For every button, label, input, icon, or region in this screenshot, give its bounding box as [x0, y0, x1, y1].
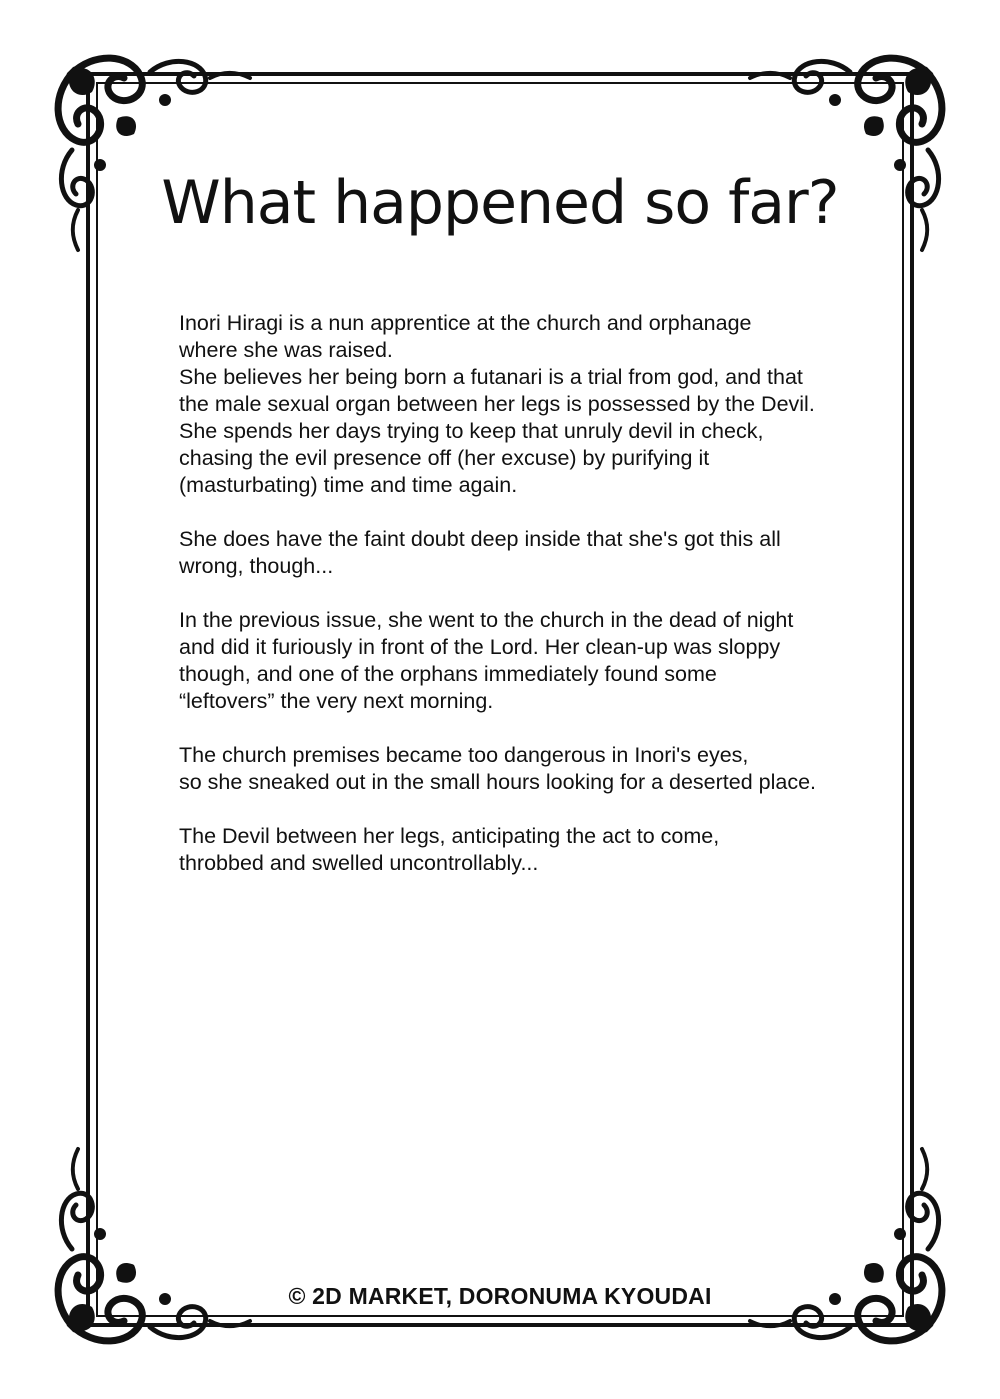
story-line: In the previous issue, she went to the church in the dead of night: [179, 608, 794, 632]
story-line: so she sneaked out in the small hours looking for a deserted place.: [179, 770, 817, 794]
story-line: throbbed and swelled uncontrollably...: [179, 851, 539, 875]
story-summary: [179, 310, 839, 904]
story-line: chasing the evil presence off (her excuse) by purifying it: [179, 446, 710, 470]
story-paragraph: [179, 823, 839, 877]
story-line: the male sexual organ between her legs is possessed by the Devil.: [179, 392, 815, 416]
story-line: (masturbating) time and time again.: [179, 473, 518, 497]
story-line: where she was raised.: [179, 338, 393, 362]
page-title: What happened so far?: [161, 168, 839, 238]
story-line: The church premises became too dangerous in Inori's eyes,: [179, 743, 749, 767]
story-line: and did it furiously in front of the Lord. Her clean-up was sloppy: [179, 635, 781, 659]
copyright-notice: © 2D MARKET, DORONUMA KYOUDAI: [288, 1283, 712, 1309]
story-line: wrong, though...: [179, 554, 334, 578]
story-line: Inori Hiragi is a nun apprentice at the church and orphanage: [179, 311, 752, 335]
story-paragraph: [179, 742, 839, 796]
story-paragraph: [179, 310, 839, 499]
story-paragraph: [179, 607, 839, 715]
story-line: though, and one of the orphans immediately found some: [179, 662, 717, 686]
story-line: She spends her days trying to keep that unruly devil in check,: [179, 419, 764, 443]
story-line: “leftovers” the very next morning.: [179, 689, 494, 713]
story-line: She does have the faint doubt deep inside that she's got this all: [179, 527, 781, 551]
story-line: The Devil between her legs, anticipating the act to come,: [179, 824, 720, 848]
story-paragraph: [179, 526, 839, 580]
story-line: She believes her being born a futanari is a trial from god, and that: [179, 365, 803, 389]
